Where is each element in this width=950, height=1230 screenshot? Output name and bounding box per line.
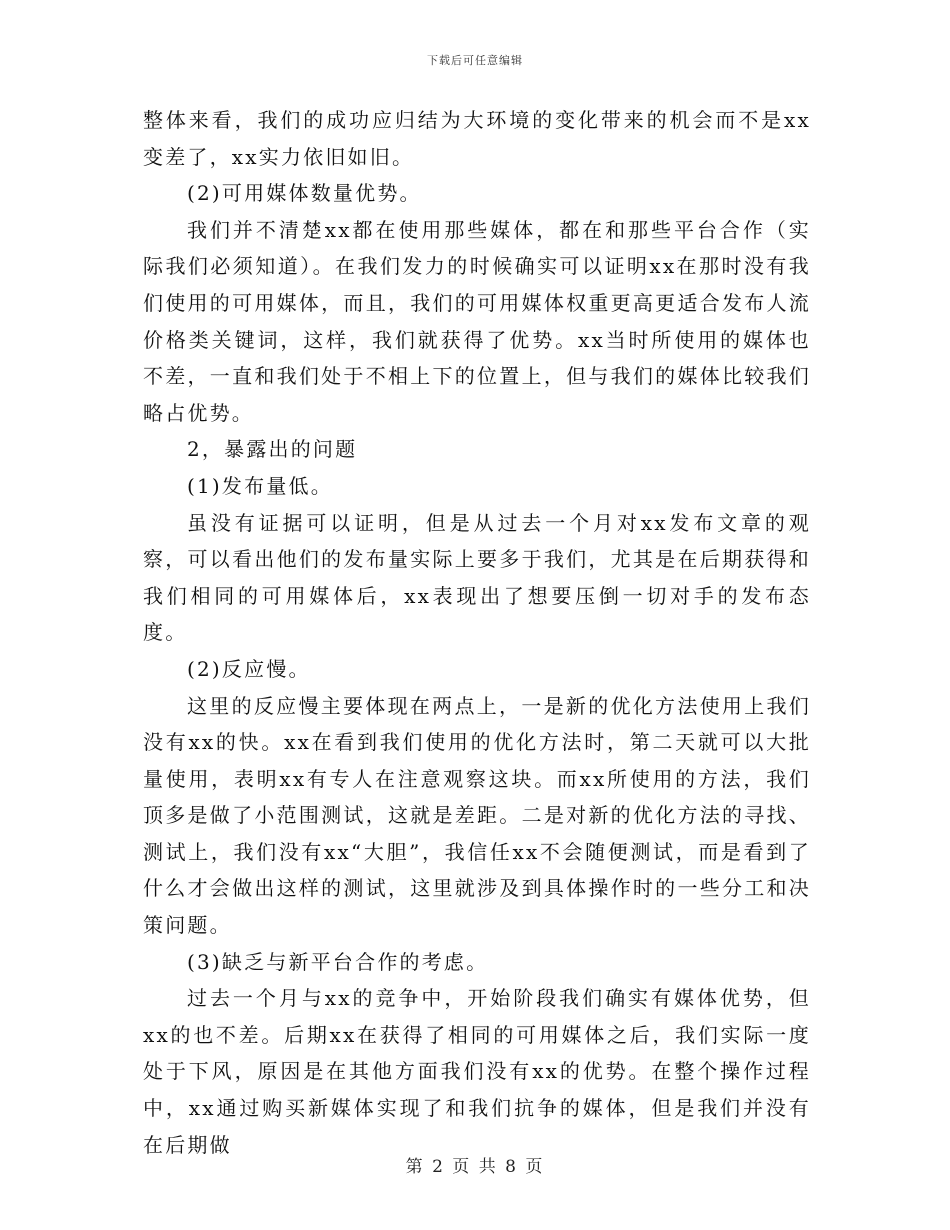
footer-prefix: 第 bbox=[405, 1157, 425, 1177]
section-heading: 2，暴露出的问题 bbox=[187, 437, 358, 462]
page-footer bbox=[0, 1152, 950, 1177]
paragraph: 这里的反应慢主要体现在两点上，一是新的优化方法使用上我们没有xx的快。xx在看到我们使用的优化方法时，第二天就可以大批量使用，表明xx有专人在注意观察这块。而xx所使用的方法，我们顶多是做了小范围测试，这就是差距。二是对新的优化方法的寻找、测试上，我们没有xx“大胆”，我信任xx不会随便测试，而是看到了什么才会做出这样的测试，这里就涉及到具体操作时的一些分工和决策问题。 bbox=[143, 693, 811, 938]
paragraph: 虽没有证据可以证明，但是从过去一个月对xx发布文章的观察，可以看出他们的发布量实际上要多于我们，尤其是在后期获得和我们相同的可用媒体后，xx表现出了想要压倒一切对手的发布态度。 bbox=[143, 510, 811, 645]
document-body bbox=[143, 102, 811, 1163]
footer-page-word: 页 bbox=[452, 1157, 472, 1177]
section-heading: (2)可用媒体数量优势。 bbox=[187, 181, 422, 206]
paragraph: 整体来看，我们的成功应归结为大环境的变化带来的机会而不是xx变差了，xx实力依旧如旧。 bbox=[143, 108, 811, 169]
paragraph: 过去一个月与xx的竞争中，开始阶段我们确实有媒体优势，但xx的也不差。后期xx在获得了相同的可用媒体之后，我们实际一度处于下风，原因是在其他方面我们没有xx的优势。在整个操作过程中，xx通过购买新媒体实现了和我们抗争的媒体，但是我们并没有在后期做 bbox=[143, 986, 811, 1157]
footer-current-page: 2 bbox=[432, 1157, 445, 1177]
section-heading: (3)缺乏与新平台合作的考虑。 bbox=[187, 949, 489, 974]
footer-suffix: 页 bbox=[525, 1157, 545, 1177]
section-heading: (2)反应慢。 bbox=[187, 656, 311, 681]
section-heading: (1)发布量低。 bbox=[187, 473, 333, 498]
footer-total-word: 共 bbox=[478, 1157, 498, 1177]
page-header-note: 下载后可任意编辑 bbox=[427, 54, 523, 67]
paragraph: 我们并不清楚xx都在使用那些媒体，都在和那些平台合作（实际我们必须知道）。在我们发力的时候确实可以证明xx在那时没有我们使用的可用媒体，而且，我们的可用媒体权重更高更适合发布人流价格类关键词，这样，我们就获得了优势。xx当时所使用的媒体也不差，一直和我们处于不相上下的位置上，但与我们的媒体比较我们略占优势。 bbox=[143, 217, 811, 425]
footer-total-pages: 8 bbox=[505, 1157, 518, 1177]
